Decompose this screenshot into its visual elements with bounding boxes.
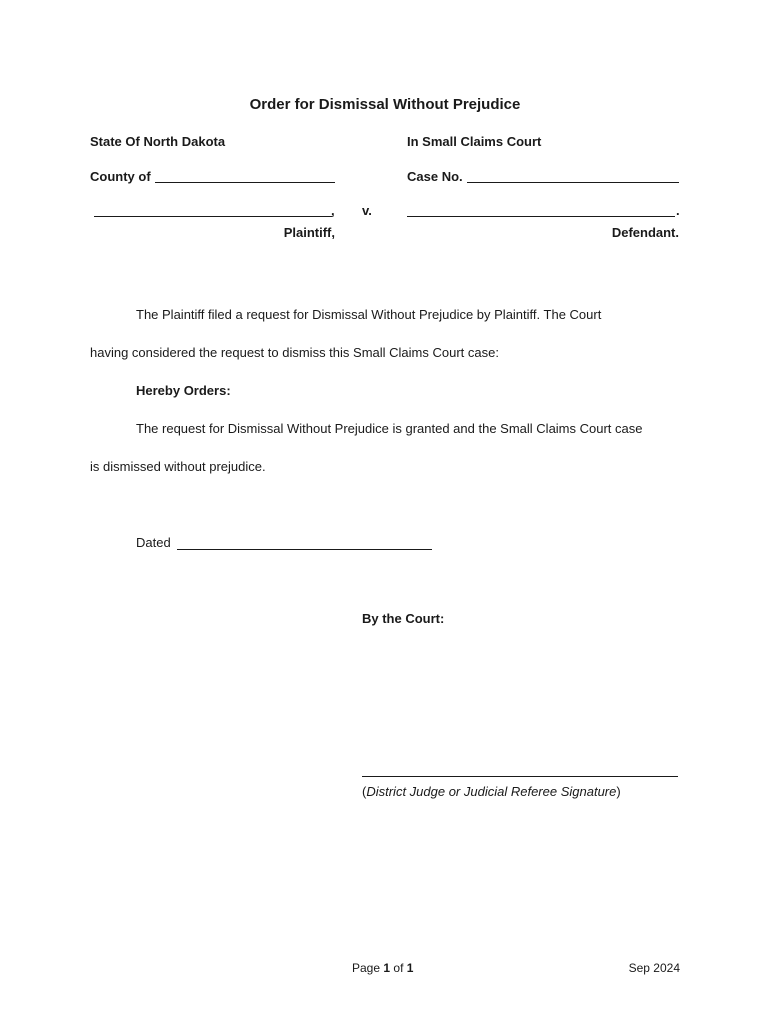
signature-line[interactable]: [362, 776, 678, 777]
county-field-line[interactable]: [155, 182, 335, 183]
paragraph-1-line-1: The Plaintiff filed a request for Dismissal Without Prejudice by Plaintiff. The Court: [136, 307, 602, 322]
page-of: of: [393, 961, 404, 975]
county-label: County of: [90, 169, 151, 184]
signature-caption: [362, 784, 621, 799]
case-number-label: Case No.: [407, 169, 463, 184]
footer-date: Sep 2024: [628, 961, 680, 975]
versus-label: v.: [362, 203, 372, 218]
paragraph-2-line-1: The request for Dismissal Without Prejudice is granted and the Small Claims Court case: [136, 421, 643, 436]
page-number: [352, 961, 413, 975]
dated-label: Dated: [136, 535, 171, 550]
plaintiff-name-field-line[interactable]: [94, 216, 332, 217]
signature-caption-close: ): [616, 784, 621, 799]
orders-heading: Hereby Orders:: [136, 383, 231, 398]
court-label: In Small Claims Court: [407, 134, 542, 149]
plaintiff-label: Plaintiff,: [283, 225, 335, 240]
paragraph-2-line-2: is dismissed without prejudice.: [90, 459, 266, 474]
by-the-court-label: By the Court:: [362, 611, 445, 626]
plaintiff-comma: ,: [331, 203, 335, 218]
defendant-name-field-line[interactable]: [407, 216, 675, 217]
defendant-label: Defendant.: [611, 225, 679, 240]
page-prefix: Page: [352, 961, 381, 975]
signature-caption-text: District Judge or Judicial Referee Signature: [366, 784, 617, 799]
page-total: 1: [406, 961, 414, 975]
paragraph-1-line-2: having considered the request to dismiss this Small Claims Court case:: [90, 345, 499, 360]
defendant-period: .: [676, 203, 680, 218]
document-title: Order for Dismissal Without Prejudice: [249, 96, 521, 113]
case-number-field-line[interactable]: [467, 182, 679, 183]
dated-field-line[interactable]: [177, 549, 432, 550]
page-current: 1: [383, 961, 391, 975]
state-label: State Of North Dakota: [90, 134, 226, 149]
signature-caption-open: (: [362, 784, 367, 799]
